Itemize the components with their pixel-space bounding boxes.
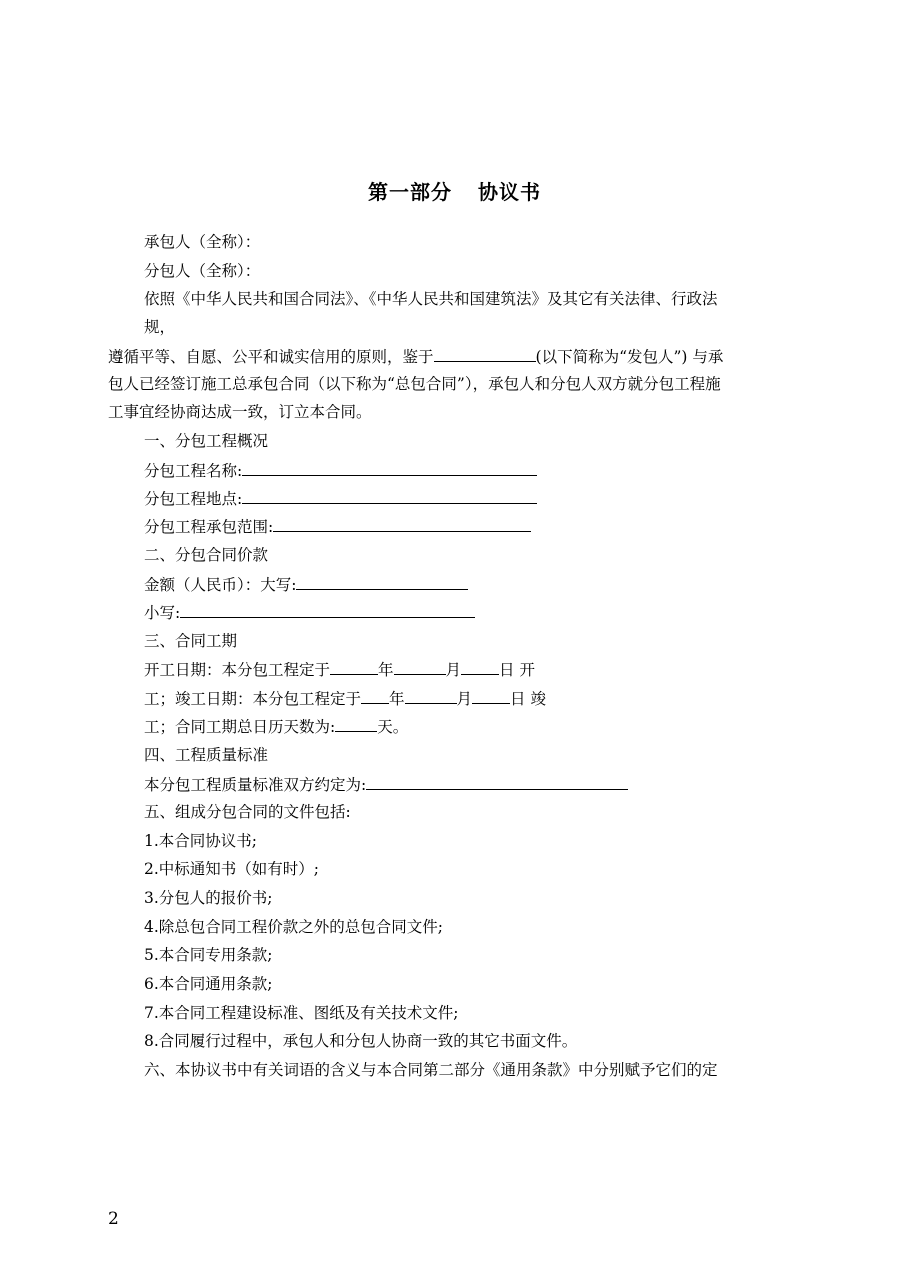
quality-line: [144, 774, 628, 795]
end-date-line: [144, 688, 546, 709]
page-number: 2: [108, 1209, 119, 1229]
amount-upper-line: [144, 574, 468, 595]
year-label-2: 年: [389, 690, 405, 708]
project-scope-label: 分包工程承包范围:: [144, 518, 274, 536]
days-unit: 天。: [377, 718, 409, 736]
project-scope-line: [144, 516, 531, 537]
amount-lower-blank: [180, 602, 475, 618]
year-label: 年: [378, 661, 394, 679]
day-close-label: 日 竣: [510, 690, 546, 708]
amount-upper-label: 金额（人民币）：大写:: [144, 576, 297, 594]
end-date-label: 工；竣工日期：本分包工程定于: [144, 690, 362, 708]
total-days-blank: [335, 716, 377, 732]
principle-text-b: (以下简称为“发包人”) 与承: [535, 348, 724, 366]
principle-text-a: 遵循平等、自愿、公平和诚实信用的原则，鉴于: [108, 348, 434, 366]
total-days-line: [144, 716, 408, 737]
quality-blank: [366, 774, 628, 790]
start-month-blank: [394, 659, 446, 675]
quality-label: 本分包工程质量标准双方约定为:: [144, 776, 367, 794]
start-day-blank: [461, 659, 499, 675]
doc-item-4: 4.除总包合同工程价款之外的总包合同文件;: [144, 918, 444, 936]
end-day-blank: [472, 688, 510, 704]
project-site-blank: [242, 488, 537, 504]
doc-item-1: 1.本合同协议书;: [144, 832, 258, 850]
end-year-blank: [361, 688, 389, 704]
basis-line-2: 规，: [144, 318, 176, 336]
end-month-blank: [405, 688, 457, 704]
amount-lower-label: 小写:: [144, 604, 181, 622]
doc-item-8: 8.合同履行过程中，承包人和分包人协商一致的其它书面文件。: [144, 1032, 578, 1050]
title-part: 第一部分: [368, 180, 452, 204]
section-6-heading: 六、本协议书中有关词语的含义与本合同第二部分《通用条款》中分别赋予它们的定: [144, 1061, 718, 1079]
start-date-line: [144, 659, 535, 680]
title-name: 协议书: [478, 180, 541, 204]
month-label-2: 月: [456, 690, 473, 708]
project-scope-blank: [273, 516, 531, 532]
project-site-line: [144, 488, 537, 509]
start-year-blank: [330, 659, 378, 675]
section-5-heading: 五、组成分包合同的文件包括:: [144, 803, 351, 821]
doc-item-3: 3.分包人的报价书;: [144, 889, 273, 907]
subcontractor-line: 分包人（全称）：: [144, 262, 261, 280]
basis-line-1: 依照《中华人民共和国合同法》、《中华人民共和国建筑法》及其它有关法律、行政法: [144, 290, 718, 308]
section-4-heading: 四、工程质量标准: [144, 746, 269, 764]
project-site-label: 分包工程地点:: [144, 490, 243, 508]
total-days-label: 工；合同工期总日历天数为:: [144, 718, 336, 736]
project-name-label: 分包工程名称:: [144, 462, 243, 480]
page-title: [0, 176, 909, 205]
owner-blank: [434, 346, 536, 362]
doc-item-7: 7.本合同工程建设标准、图纸及有关技术文件;: [144, 1004, 459, 1022]
amount-lower-line: [144, 602, 475, 623]
principle-line-3: 工事宜经协商达成一致，订立本合同。: [108, 403, 372, 421]
project-name-blank: [242, 460, 537, 476]
day-open-label: 日 开: [499, 661, 535, 679]
section-1-heading: 一、分包工程概况: [144, 432, 269, 450]
start-date-label: 开工日期：本分包工程定于: [144, 661, 331, 679]
section-2-heading: 二、分包合同价款: [144, 546, 269, 564]
project-name-line: [144, 460, 537, 481]
doc-item-6: 6.本合同通用条款;: [144, 975, 273, 993]
principle-line-2: 包人已经签订施工总承包合同（以下称为“总包合同”），承包人和分包人双方就分包工程施: [108, 375, 721, 393]
contractor-line: 承包人（全称）：: [144, 233, 261, 251]
doc-item-5: 5.本合同专用条款;: [144, 946, 273, 964]
principle-line-1: [108, 346, 723, 367]
doc-item-2: 2.中标通知书（如有时）;: [144, 860, 320, 878]
section-3-heading: 三、合同工期: [144, 632, 238, 650]
amount-upper-blank: [296, 574, 468, 590]
month-label: 月: [445, 661, 462, 679]
